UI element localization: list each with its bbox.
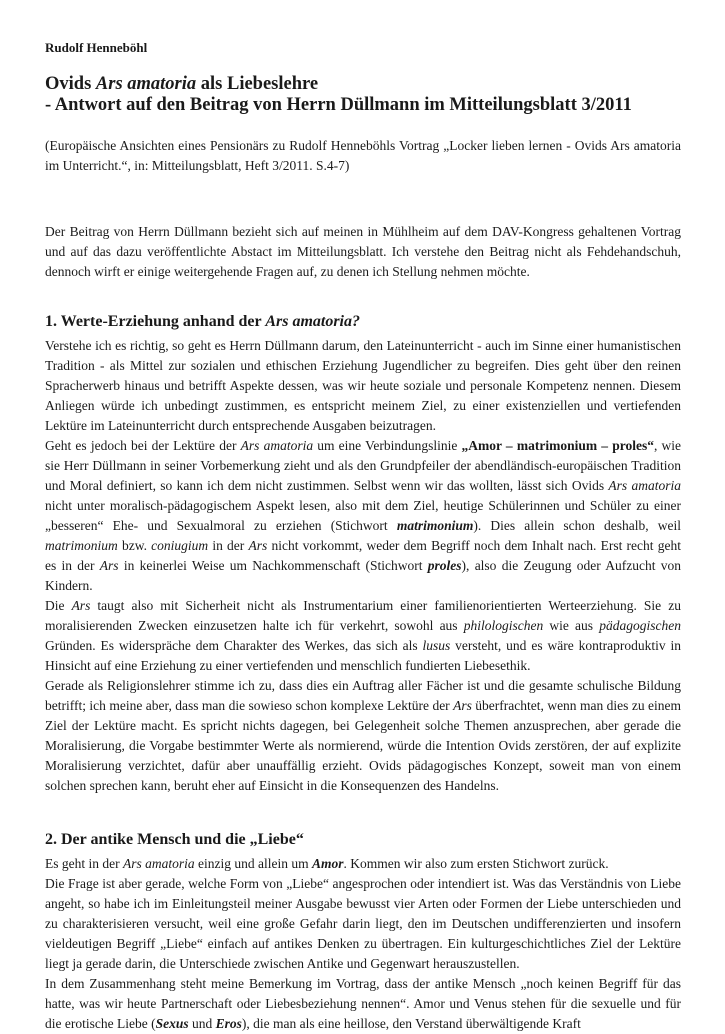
text: und [188,1016,216,1031]
text: Die [45,598,72,613]
emphasis: Ars [248,538,268,553]
text: überfrachtet, wenn man dies zu einem Ziel der Lektüre macht. Es spricht nichts dagegen, bei Gelegenheit solche Themen anzusprechen, aber gerade die Moralisierung, die Vorgabe bestimmter Werte als normierend, würde die Intention Ovids zerstören, der auf explizite Moralisierung verzichtet, dafür aber unauffällig erzieht. Ovids pädagogisches Konzept, soweit man von einem solchen sprechen kann, beruht eher auf Einsicht in die Konsequenzen des Handelns. [45,698,681,793]
text: nicht unter moralisch-pädagogischem Aspekt lesen, also mit dem Ziel, heutige Schülerinnen und Schüler zu einer „besseren“ Ehe- und Sexualmoral zu erziehen (Stichwort [45,498,681,533]
text: ), die man als eine heillose, den Verstand überwältigende Kraft [241,1016,581,1031]
text: Gerade als Religionslehrer stimme ich zu, dass dies ein Auftrag aller Fächer ist und die gesamte schulische Bildung betrifft; ich meine aber, dass man die sowieso schon komplexe Lektüre der [45,678,681,713]
emphasis: Ars [99,558,119,573]
emphasis: matrimonium [45,538,118,553]
section-2-paragraph-2: Die Frage ist aber gerade, welche Form von „Liebe“ angesprochen oder intendiert ist. Was das Verständnis von Liebe angeht, so habe ich im Einleitungsteil meiner Ausgabe bewusst vier Arten oder Formen der Liebe unterschieden und zu charakterisieren versucht, weil eine große Gefahr darin liegt, den im Deutschen undifferenzierten und insofern vieldeutigen Begriff „Liebe“ einfach auf antikes Denken zu übertragen. Ein kulturgeschichtliches Ziel der Lektüre liegt ja gerade darin, die Unterschiede zwischen Antike und Gegenwart herauszustellen. [45,876,681,971]
text: in der [208,538,249,553]
section-1-paragraph-4 [45,676,681,796]
text: Geht es jedoch bei der Lektüre der [45,438,241,453]
section-1-heading [45,312,681,332]
strong-emphasis: matrimonium [396,518,474,533]
emphasis: Ars amatoria [240,438,314,453]
author-name: Rudolf Henneböhl [45,40,148,55]
text: wie aus [543,618,600,633]
text: ), also die Zeugung oder Aufzucht von Kindern. [45,558,681,593]
text: nicht vorkommt, weder dem Begriff noch dem Inhalt nach. Erst recht geht es in der [45,538,681,573]
text: einzig und allein um [194,856,312,871]
text: , wie sie Herr Düllmann in seiner Vorbemerkung zieht und als den Grundpfeiler der abendländisch-europäischen Tradition und Moral definiert, so kann ich dem nicht zustimmen. Selbst wenn wir das wollten, lässt sich Ovids [45,438,681,493]
section-1-paragraph-2 [45,436,681,596]
strong-emphasis: Eros [215,1016,242,1031]
heading-text: 1. Werte-Erziehung anhand der [45,313,266,330]
title-work: Ars amatoria [95,74,197,94]
emphasis: Ars [453,698,472,713]
heading-work: Ars amatoria? [265,313,360,330]
text: bzw. [117,538,152,553]
text: versteht, und es wäre kontraproduktiv in Hinsicht auf eine Erziehung zu einer vertiefenden und menschlich fundierten Liebesethik. [45,638,681,673]
subtitle: (Europäische Ansichten eines Pensionärs zu Rudolf Hennebӧhls Vortrag „Locker lieben lernen - Ovids Ars amatoria im Unterricht.“, in: Mitteilungsblatt, Heft 3/2011. S.4-7) [45,138,681,173]
title-line-2: - Antwort auf den Beitrag von Herrn Düllmann im Mitteilungsblatt 3/2011 [45,95,632,115]
emphasis: pädagogischen [599,618,681,633]
strong-emphasis: Sexus [155,1016,189,1031]
section-2-paragraph-1 [45,854,681,874]
text: In dem Zusammenhang steht meine Bemerkung im Vortrag, dass der antike Mensch „noch keinen Begriff für das hatte, was wir heute Partnerschaft oder Liebesbeziehung nennen“. Amor und Venus stehen für die sexuelle und für die erotische Liebe ( [45,976,681,1031]
section-2-paragraph-3 [45,974,681,1034]
text: um eine Verbindungslinie [313,438,462,453]
text: . Kommen wir also zum ersten Stichwort zurück. [343,856,609,871]
section-1-paragraph-3 [45,596,681,676]
intro-paragraph: Der Beitrag von Herrn Düllmann bezieht sich auf meinen in Mühlheim auf dem DAV-Kongress gehaltenen Vortrag und auf das dazu veröffentlichte Abstact im Mitteilungsblatt. Ich verstehe den Beitrag nicht als Fehdehandschuh, dennoch wirft er einige weitergehende Fragen auf, zu denen ich Stellung nehmen möchte. [45,224,681,279]
emphasis: coniugium [151,538,209,553]
emphasis: Ars amatoria [122,856,195,871]
section-1-paragraph-1: Verstehe ich es richtig, so geht es Herrn Düllmann darum, den Lateinunterricht - auch im Sinne einer humanistischen Tradition - als Mittel zur sozialen und ethischen Erziehung Jugendlicher zu begreifen. Dies geht über den reinen Spracherwerb hinaus und betrifft Aspekte dessen, was wir heute soziale und personale Kompetenz nennen. Diesem Anliegen würde ich unbedingt zustimmen, es entspricht meinem Ziel, zu einer existenziellen und vertiefenden Lektüre im Lateinunterricht durch entsprechende Ausgaben beizutragen. [45,338,681,433]
strong: „Amor – matrimonium – proles“ [461,438,654,453]
document-title [45,74,681,116]
title-text: Ovids [45,74,96,94]
emphasis: Ars amatoria [608,478,681,493]
document-page [45,40,681,1034]
emphasis: Ars [71,598,91,613]
text: Gründen. Es widerspräche dem Charakter des Werkes, das sich als [45,638,423,653]
text: in keinerlei Weise um Nachkommenschaft (Stichwort [118,558,428,573]
text: taugt also mit Sicherheit nicht als Instrumentarium einer familienorientierten Werteerziehung. Sie zu moralisierenden Zwecken einzusetzen halte ich für verkehrt, sowohl aus [45,598,681,633]
text: Es geht in der [45,856,123,871]
section-2-heading: 2. Der antike Mensch und die „Liebe“ [45,831,304,848]
emphasis: lusus [422,638,451,653]
emphasis: philologischen [463,618,544,633]
strong-emphasis: Amor [311,856,344,871]
text: ). Dies allein schon deshalb, weil [473,518,681,533]
strong-emphasis: proles [427,558,462,573]
title-text: als Liebeslehre [196,74,319,94]
